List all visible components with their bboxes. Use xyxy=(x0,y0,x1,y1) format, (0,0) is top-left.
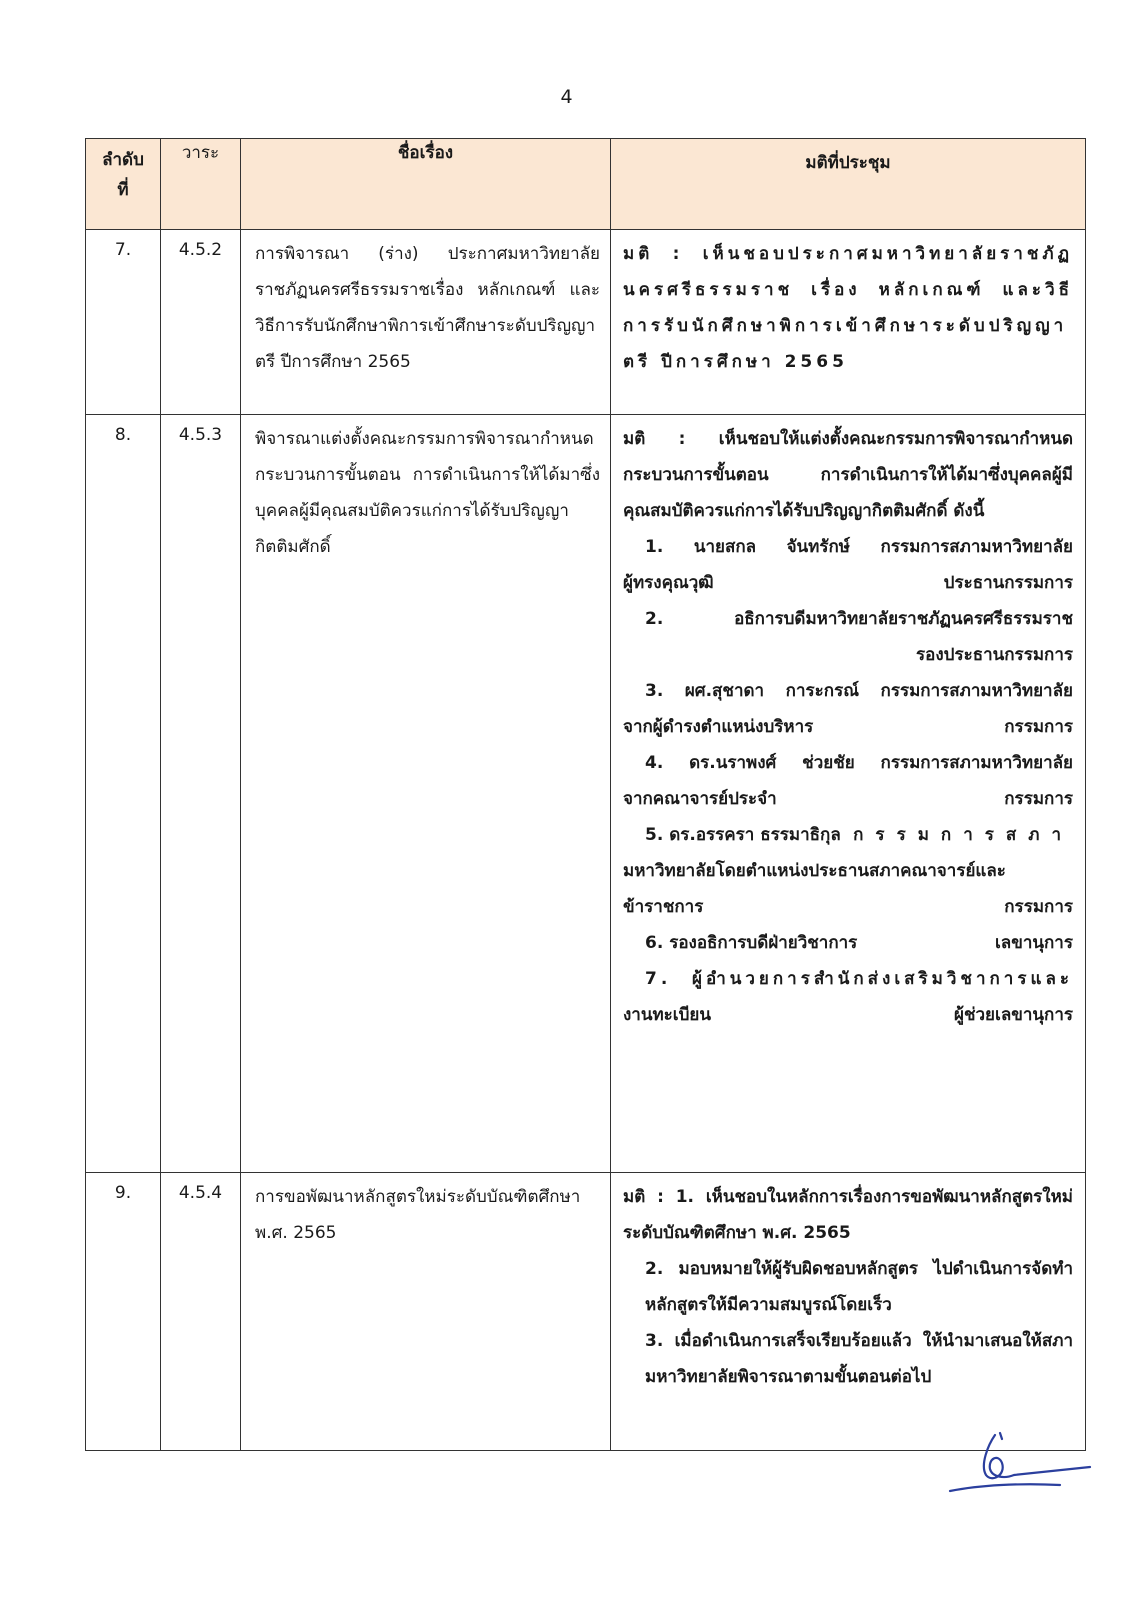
member-role: รองประธานกรรมการ xyxy=(916,645,1073,665)
member-role: ผู้ช่วยเลขานุการ xyxy=(954,1005,1073,1025)
minutes-table xyxy=(85,138,1086,1451)
committee-member: 1. นายสกล จันทรักษ์ กรรมการสภามหาวิทยาลัย ผู้ทรงคุณวุฒิ ประธานกรรมการ xyxy=(623,529,1073,601)
row-number: 9. xyxy=(86,1173,161,1451)
page-number: 4 xyxy=(560,86,573,108)
member-role: กรรมการ xyxy=(1004,897,1073,917)
row-agenda: 4.5.4 xyxy=(161,1173,241,1451)
member-role: เลขานุการ xyxy=(995,933,1073,953)
row-agenda: 4.5.2 xyxy=(161,230,241,415)
row-resolution xyxy=(611,415,1086,1173)
resolution-text: มติ : เห็นชอบประกาศมหาวิทยาลัยราชภัฏนครศรีธรรมราช เรื่อง หลักเกณฑ์ และวิธีการรับนักศึกษาพิการเข้าศึกษาระดับปริญญาตรี ปีการศึกษา 2565 xyxy=(623,244,1073,372)
committee-member: 5. ดร.อรรครา ธรรมาธิกุล กรรมการสภา มหาวิทยาลัยโดยตำแหน่งประธานสภาคณาจารย์และ ข้าราชการ กรรมการ xyxy=(623,817,1073,925)
table-header-row xyxy=(86,139,1086,230)
table-row xyxy=(86,415,1086,1173)
row-resolution xyxy=(611,230,1086,415)
row-number: 7. xyxy=(86,230,161,415)
row-topic: การพิจารณา (ร่าง) ประกาศมหาวิทยาลัยราชภัฏนครศรีธรรมราชเรื่อง หลักเกณฑ์ และวิธีการรับนักศึกษาพิการเข้าศึกษาระดับปริญญาตรี ปีการศึกษา 2565 xyxy=(241,230,611,415)
signature xyxy=(940,1425,1100,1505)
header-no: ลำดับ ที่ xyxy=(86,139,161,230)
committee-member: 3. ผศ.สุชาดา การะกรณ์ กรรมการสภามหาวิทยาลัย จากผู้ดำรงตำแหน่งบริหาร กรรมการ xyxy=(623,673,1073,745)
member-role: กรรมการ xyxy=(1004,789,1073,809)
table-row xyxy=(86,230,1086,415)
resolution-item: 2. มอบหมายให้ผู้รับผิดชอบหลักสูตร ไปดำเนินการจัดทำหลักสูตรให้มีความสมบูรณ์โดยเร็ว xyxy=(645,1259,1073,1315)
committee-member: 2. อธิการบดีมหาวิทยาลัยราชภัฏนครศรีธรรมราช รองประธานกรรมการ xyxy=(623,601,1073,673)
committee-member: 7. ผู้อำนวยการสำนักส่งเสริมวิชาการและ งานทะเบียน ผู้ช่วยเลขานุการ xyxy=(623,961,1073,1033)
member-role: ประธานกรรมการ xyxy=(943,573,1073,593)
table-row xyxy=(86,1173,1086,1451)
resolution-item: มติ : 1. เห็นชอบในหลักการเรื่องการขอพัฒนาหลักสูตรใหม่ระดับบัณฑิตศึกษา พ.ศ. 2565 xyxy=(623,1187,1073,1243)
row-topic: พิจารณาแต่งตั้งคณะกรรมการพิจารณากำหนดกระบวนการขั้นตอน การดำเนินการให้ได้มาซึ่งบุคคลผู้มีคุณสมบัติควรแก่การได้รับปริญญากิตติมศักดิ์ xyxy=(241,415,611,1173)
header-topic: ชื่อเรื่อง xyxy=(241,139,611,230)
resolution-item: 3. เมื่อดำเนินการเสร็จเรียบร้อยแล้ว ให้นำมาเสนอให้สภามหาวิทยาลัยพิจารณาตามขั้นตอนต่อไป xyxy=(645,1331,1073,1387)
member-role: กรรมการ xyxy=(1004,717,1073,737)
row-agenda: 4.5.3 xyxy=(161,415,241,1173)
header-resolution: มติที่ประชุม xyxy=(611,139,1086,230)
resolution-intro: มติ : เห็นชอบให้แต่งตั้งคณะกรรมการพิจารณากำหนดกระบวนการขั้นตอน การดำเนินการให้ได้มาซึ่งบุคคลผู้มีคุณสมบัติควรแก่การได้รับปริญญากิตติมศักดิ์ ดังนี้ xyxy=(623,429,1073,521)
committee-member: 4. ดร.นราพงศ์ ช่วยชัย กรรมการสภามหาวิทยาลัย จากคณาจารย์ประจำ กรรมการ xyxy=(623,745,1073,817)
committee-member: 6. รองอธิการบดีฝ่ายวิชาการ เลขานุการ xyxy=(623,925,1073,961)
row-resolution xyxy=(611,1173,1086,1451)
row-topic: การขอพัฒนาหลักสูตรใหม่ระดับบัณฑิตศึกษา พ.ศ. 2565 xyxy=(241,1173,611,1451)
header-agenda: วาระ xyxy=(161,139,241,230)
row-number: 8. xyxy=(86,415,161,1173)
